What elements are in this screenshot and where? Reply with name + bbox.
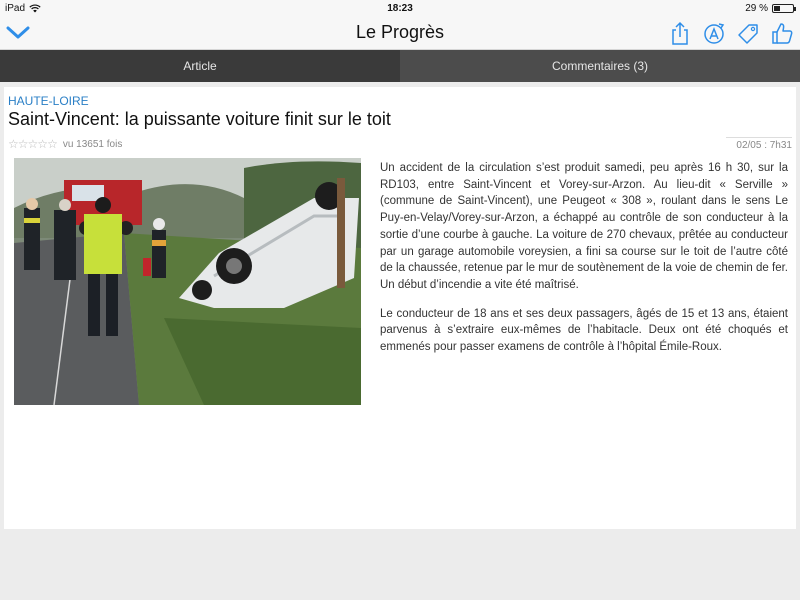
tab-bar [0, 50, 800, 82]
article-meta [8, 137, 122, 151]
article-body [380, 160, 788, 356]
battery-fill [774, 6, 780, 11]
article-headline: Saint-Vincent: la puissante voiture finit sur le toit [8, 109, 391, 129]
article-card [4, 87, 796, 529]
nav-bar [0, 16, 800, 50]
tag-icon[interactable] [736, 20, 760, 46]
thumbs-up-icon[interactable] [770, 20, 794, 46]
article-paragraph: Le conducteur de 18 ans et ses deux passagers, âgés de 15 et 13 ans, étaient parvenus à s’extraire eux-mêmes de l’habitacle. Deux ont été choqués et emmenés pour passer examens de contrôle à l’hôpital Émile-Roux. [380, 307, 788, 354]
nav-actions [668, 20, 794, 46]
star-rating[interactable] [8, 137, 57, 151]
tab-comments[interactable]: Commentaires (3) [400, 50, 800, 82]
page-title: Le Progrès [355, 22, 445, 42]
device-label: iPad [5, 3, 26, 14]
status-bar [0, 0, 800, 16]
article-paragraph: Un accident de la circulation s’est produit samedi, peu après 16 h 30, sur la RD103, entre Saint-Vincent et Vorey-sur-Arzon. Au lieu-dit « Serville » (commune de Saint-Vincent), une Peugeot « 308 », roulant dans le sens Le Puy-en-Velay/Vorey-sur-Arzon, a échappé au contrôle de son conducteur à la sortie d’une courbe à gauche. La voiture de 270 chevaux, prêtée au conducteur par un garage automobile voreysien, a fini sa course sur le toit de l’autre côté de la chaussée, retenue par le mur de soutènement de la voie de chemin de fer. Un début d’incendie a vite été maîtrisé. [380, 162, 788, 291]
share-icon[interactable] [668, 20, 692, 46]
section-label[interactable]: HAUTE-LOIRE [8, 94, 89, 108]
article-date: 02/05 : 7h31 [726, 137, 792, 151]
battery-icon [772, 4, 794, 13]
battery-percent: 29 % [745, 3, 768, 14]
star-icon: ☆ [27, 137, 38, 151]
text-size-icon[interactable] [702, 20, 726, 46]
article-photo[interactable] [14, 158, 361, 405]
star-icon: ☆ [8, 137, 18, 151]
view-count: vu 13651 fois [62, 138, 123, 150]
star-icon: ☆ [47, 137, 57, 151]
star-icon: ☆ [17, 137, 28, 151]
status-time: 18:23 [387, 3, 413, 14]
tab-article[interactable]: Article [0, 50, 400, 82]
star-icon: ☆ [37, 137, 48, 151]
status-right [745, 3, 794, 14]
